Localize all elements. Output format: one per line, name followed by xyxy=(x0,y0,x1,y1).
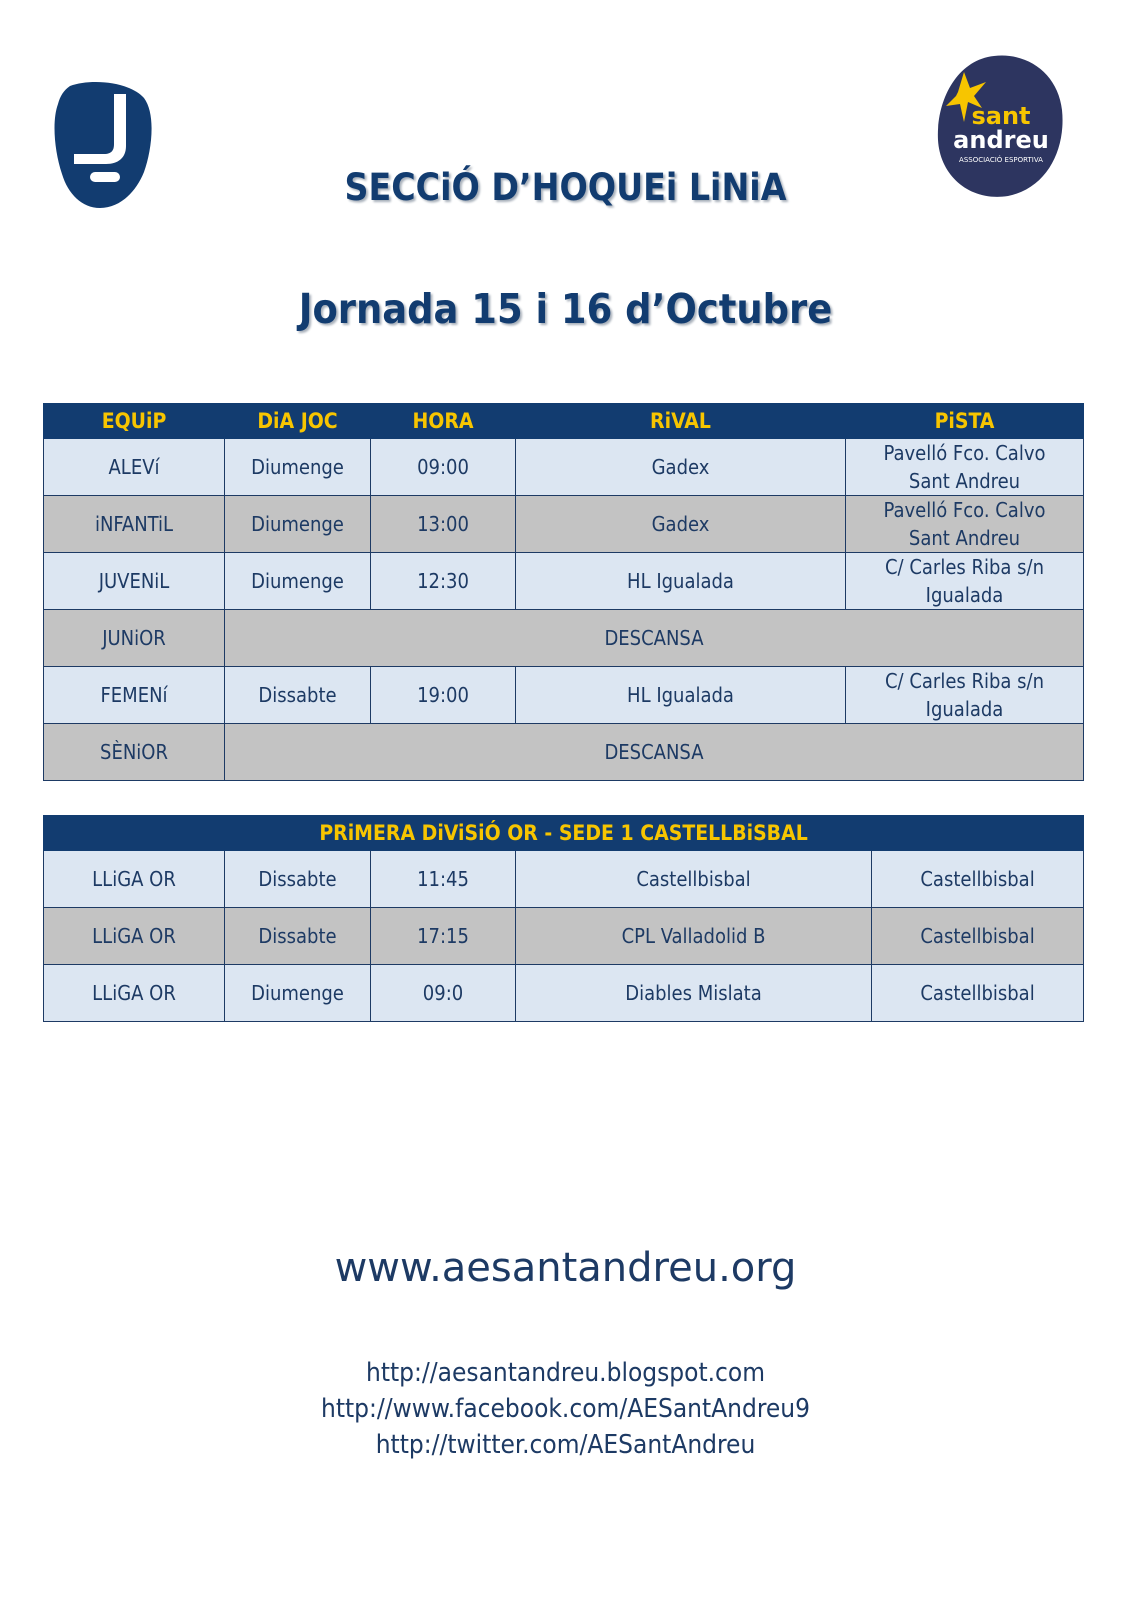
venue-cell xyxy=(846,439,1084,496)
table-row xyxy=(44,908,1084,965)
table-row xyxy=(44,496,1084,553)
time-cell: 17:15 xyxy=(371,908,516,965)
venue-line: Pavelló Fco. Calvo xyxy=(883,498,1046,522)
day-cell: Diumenge xyxy=(225,439,371,496)
league-header-row xyxy=(44,816,1084,851)
time-cell: 12:30 xyxy=(371,553,516,610)
rival-cell: HL Igualada xyxy=(516,553,846,610)
rest-cell: DESCANSA xyxy=(225,610,1084,667)
section-title: SECCiÓ D’HOQUEi LiNiA xyxy=(344,166,787,209)
rival-cell: Castellbisbal xyxy=(516,851,872,908)
day-cell: Diumenge xyxy=(225,965,371,1022)
time-cell: 19:00 xyxy=(371,667,516,724)
team-cell: FEMENí xyxy=(44,667,225,724)
social-links xyxy=(0,1355,1131,1463)
team-cell: ALEVí xyxy=(44,439,225,496)
day-cell: Dissabte xyxy=(225,851,371,908)
time-cell: 09:00 xyxy=(371,439,516,496)
team-cell: LLiGA OR xyxy=(44,851,225,908)
day-cell: Diumenge xyxy=(225,496,371,553)
venue-line: Igualada xyxy=(925,697,1004,721)
venue-line: Igualada xyxy=(925,583,1004,607)
table-row xyxy=(44,667,1084,724)
venue-line: Sant Andreu xyxy=(908,526,1021,550)
league-table xyxy=(43,815,1084,1022)
rival-cell: HL Igualada xyxy=(516,667,846,724)
schedule-table xyxy=(43,403,1084,781)
team-cell: SÈNiOR xyxy=(44,724,225,781)
time-cell: 09:0 xyxy=(371,965,516,1022)
facebook-link[interactable]: http://www.facebook.com/AESantAndreu9 xyxy=(321,1394,810,1424)
team-cell: iNFANTiL xyxy=(44,496,225,553)
venue-cell: Castellbisbal xyxy=(872,851,1084,908)
time-cell: 11:45 xyxy=(371,851,516,908)
venue-line: Sant Andreu xyxy=(908,469,1021,493)
day-cell: Dissabte xyxy=(225,908,371,965)
venue-cell xyxy=(846,667,1084,724)
header-rival: RiVAL xyxy=(516,404,846,439)
team-cell: JUVENiL xyxy=(44,553,225,610)
league-header: PRiMERA DiViSiÓ OR - SEDE 1 CASTELLBiSBAL xyxy=(44,816,1084,851)
venue-line: C/ Carles Riba s/n xyxy=(884,555,1044,579)
venue-cell xyxy=(846,553,1084,610)
website-block xyxy=(0,1245,1131,1291)
rival-cell: Diables Mislata xyxy=(516,965,872,1022)
rival-cell: Gadex xyxy=(516,439,846,496)
day-cell: Dissabte xyxy=(225,667,371,724)
venue-line: C/ Carles Riba s/n xyxy=(884,669,1044,693)
schedule-header-row xyxy=(44,404,1084,439)
round-title: Jornada 15 i 16 d’Octubre xyxy=(298,285,833,333)
table-row xyxy=(44,553,1084,610)
day-cell: Diumenge xyxy=(225,553,371,610)
table-row xyxy=(44,965,1084,1022)
table-row xyxy=(44,610,1084,667)
logo-text-sant: sant xyxy=(971,102,1031,130)
venue-line: Pavelló Fco. Calvo xyxy=(883,441,1046,465)
logo-text-subtitle: ASSOCIACIÓ ESPORTIVA xyxy=(959,156,1043,164)
table-row xyxy=(44,439,1084,496)
venue-cell: Castellbisbal xyxy=(872,965,1084,1022)
team-cell: LLiGA OR xyxy=(44,965,225,1022)
team-cell: LLiGA OR xyxy=(44,908,225,965)
team-cell: JUNiOR xyxy=(44,610,225,667)
venue-cell xyxy=(846,496,1084,553)
website-link[interactable]: www.aesantandreu.org xyxy=(334,1245,797,1291)
table-row xyxy=(44,724,1084,781)
venue-cell: Castellbisbal xyxy=(872,908,1084,965)
rival-cell: Gadex xyxy=(516,496,846,553)
header-day: DiA JOC xyxy=(225,404,371,439)
blog-link[interactable]: http://aesantandreu.blogspot.com xyxy=(365,1358,766,1388)
time-cell: 13:00 xyxy=(371,496,516,553)
logo-text-andreu: andreu xyxy=(953,126,1049,154)
header-time: HORA xyxy=(371,404,516,439)
table-row xyxy=(44,851,1084,908)
rival-cell: CPL Valladolid B xyxy=(516,908,872,965)
rest-cell: DESCANSA xyxy=(225,724,1084,781)
header-venue: PiSTA xyxy=(846,404,1084,439)
twitter-link[interactable]: http://twitter.com/AESantAndreu xyxy=(375,1430,756,1460)
header-team: EQUiP xyxy=(44,404,225,439)
